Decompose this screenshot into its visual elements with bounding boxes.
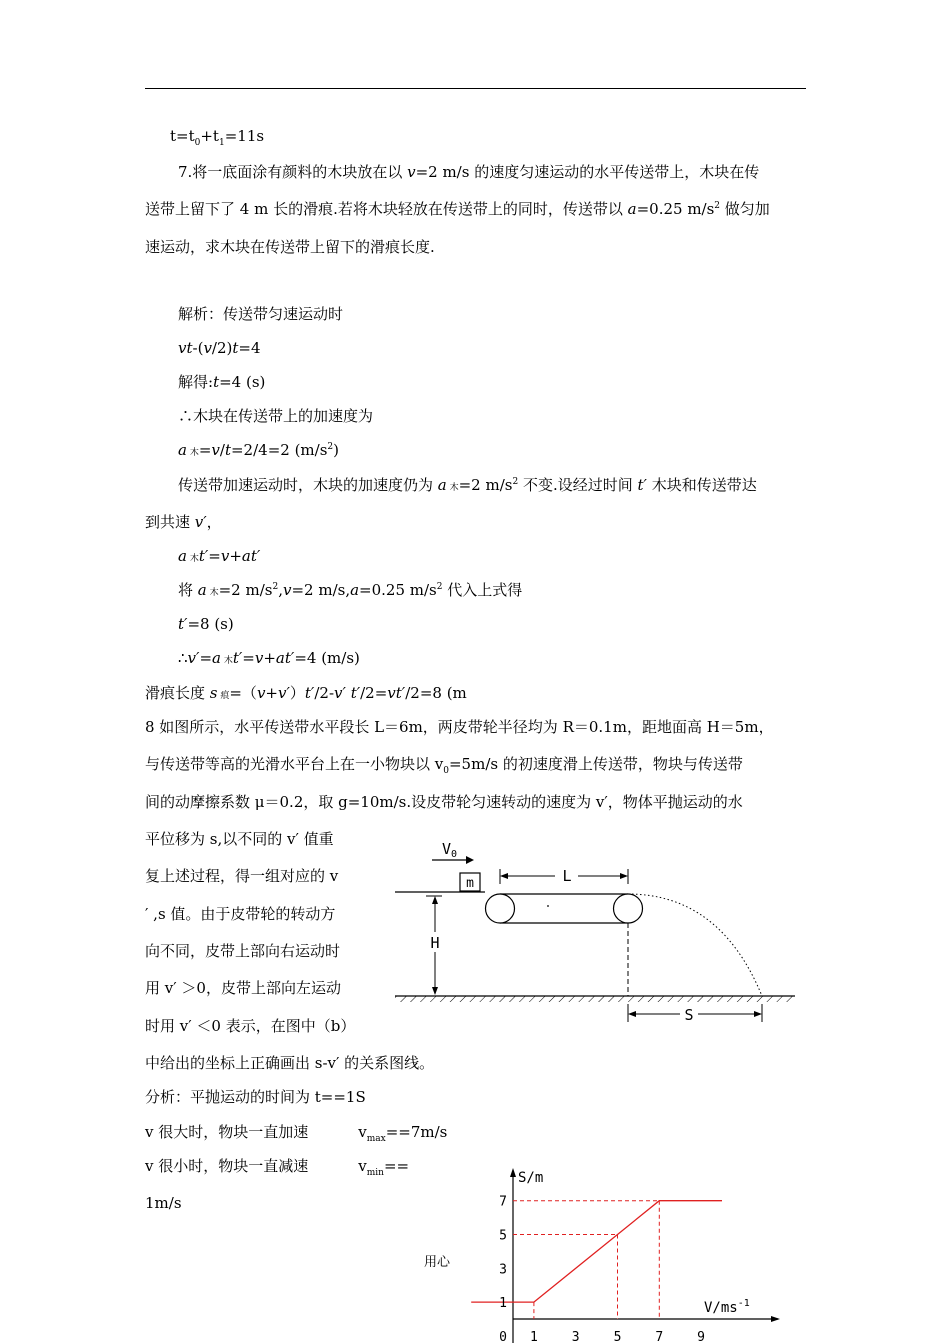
problem-7-line-2 [145,199,770,219]
text: 将 [178,581,198,599]
text: v [254,649,264,667]
text: = [242,649,255,667]
s-v-chart [440,1160,780,1344]
x-tick-label: 1 [529,1330,538,1344]
text: =4 (s) [219,373,266,391]
text: t′ [350,684,361,702]
v0-label: $V_0$ [442,840,458,860]
text: ， [206,513,222,531]
header-rule [145,88,806,89]
text: =11s [224,127,265,145]
text: v′ [194,513,207,531]
problem-8-line-1: 8 如图所示，水平传送带水平段长 L＝6m，两皮带轮半径均为 R＝0.1m，距地面高 H＝5m， [145,718,774,736]
problem-8-line-3: 间的动摩擦系数 μ＝0.2，取 g=10m/s.设皮带轮匀速转动的速度为 v′，物体平抛运动的水 [145,793,743,811]
x-tick-label: 9 [697,1330,706,1344]
text: 送带上留下了 4 m 长的滑痕.若将木块轻放在传送带上的同时，传送带以 [145,200,628,218]
text-line [170,126,264,146]
y-tick-label: 7 [499,1194,507,1210]
text: v [407,163,416,181]
text: 与传送带等高的光滑水平台上在一小物块以 v [145,755,444,773]
problem-7-line-3: 速运动，求木块在传送带上留下的滑痕长度. [145,238,435,256]
problem-8-line-5: 复上述过程，得一组对应的 v [145,867,339,885]
text: v′ [334,684,346,702]
subscript: 0 [443,766,449,776]
text: + [263,649,276,667]
text: t′ [304,684,315,702]
subscript: 痕 [217,691,230,701]
text: 木块和传送带达 [646,476,757,494]
text: 7.将一底面涂有颜料的木块放在以 [178,163,408,181]
text: 做匀加 [720,200,770,218]
analysis-line-3 [145,1156,409,1176]
text: at′ [241,547,261,565]
text: t′ [232,649,243,667]
subscript: 1 [218,138,225,148]
left-pulley [486,894,515,923]
text: v [282,581,292,599]
problem-8-line-10: 中给出的坐标上正确画出 s-v′ 的关系图线。 [145,1054,435,1072]
problem-8-line-4: 平位移为 s,以不同的 v′ 值重 [145,830,334,848]
text-line [145,512,222,532]
text: == [383,1157,410,1175]
text: a [212,649,221,667]
text: +t [200,127,219,145]
block-label: m [466,876,474,891]
text: v 很小时，物块一直减速 [145,1157,309,1175]
text: 到共速 [145,513,195,531]
superscript: 2 [512,477,519,487]
problem-8-line-6: ′ ,s 值。由于皮带轮的转动方 [145,905,336,923]
conveyor-diagram [390,834,810,1034]
y-axis-label: S/m [518,1170,544,1186]
text: =0.25 m/s [359,581,437,599]
y-tick-label: 3 [499,1262,507,1278]
belt-dot [547,905,549,907]
analysis-line-1: 分析：平抛运动的时间为 t==1S [145,1088,366,1106]
text: , [278,581,283,599]
x-tick-label: 7 [655,1330,664,1344]
subscript: 木 [186,448,199,458]
subscript: 木 [446,483,459,493]
y-axis-arrow [510,1168,516,1177]
text: t′ [198,547,209,565]
text: -( [192,339,204,357]
right-pulley [614,894,643,923]
problem-8-line-2 [145,754,743,774]
v0-arrow-head [466,856,474,864]
text: a [350,581,360,599]
L-arrow-right [620,873,628,879]
text: =8 (s) [187,615,234,633]
text: vt [178,339,193,357]
text: = [199,649,213,667]
text: 不变.设经过时间 [518,476,638,494]
x-axis-arrow [771,1316,780,1322]
text: a [197,581,207,599]
text: /2= [360,684,388,702]
text: t [224,441,231,459]
ground-hatch [395,996,795,1002]
S-label: S [684,1006,694,1024]
text-line: ∴木块在传送带上的加速度为 [178,407,374,425]
H-arrow-up [432,896,438,904]
text: t′ [178,615,188,633]
text: =2 m/s [218,581,273,599]
solution-heading: 解析：传送带匀速运动时 [178,305,344,323]
text: /2) [211,339,233,357]
text: t=t [170,127,195,145]
text: a [437,476,447,494]
problem-8-line-7: 向不同，皮带上部向右运动时 [145,942,341,960]
side-note: 用心 [424,1255,451,1270]
text: v [256,684,266,702]
subscript: 木 [206,588,219,598]
text: vt′ [387,684,406,702]
text: a [178,547,187,565]
text: ) [333,441,339,459]
subscript: 木 [220,656,233,666]
text: v′ [187,649,200,667]
text: v [358,1123,367,1141]
text: v [211,441,220,459]
y-tick-label: 1 [499,1296,507,1312]
text: /2- [314,684,335,702]
superscript: 2 [327,442,334,452]
trajectory [628,894,762,996]
text: at′ [275,649,295,667]
text: 传送带加速运动时，木块的加速度仍为 [178,476,438,494]
problem-8-line-9: 时用 v′ ＜0 表示，在图中（b） [145,1017,356,1035]
superscript: 2 [714,201,721,211]
text: a [178,441,187,459]
subscript: 木 [186,554,199,564]
text: 解得: [178,373,214,391]
equation-line [145,683,467,706]
text: =0.25 m/s [636,200,715,218]
x-axis-label: $V/ms^{-1}$ [704,1298,750,1316]
text: v′ [278,684,290,702]
equation-line [178,338,261,358]
analysis-line-2 [145,1122,447,1142]
equation-line [178,546,260,569]
text: v 很大时，物块一直加速 [145,1123,309,1141]
text: t [213,373,220,391]
text: =5m/s 的初速度滑上传送带，物块与传送带 [448,755,743,773]
text: v [203,339,212,357]
text: =4 (m/s) [294,649,360,667]
subscript: min [366,1168,384,1178]
S-arrow-left [628,1011,636,1017]
text: t [232,339,239,357]
text: 滑痕长度 [145,684,210,702]
equation-line [178,648,360,671]
text: ） [289,684,305,702]
equation-line [178,614,234,634]
problem-7-line-1 [178,162,759,182]
text: =2/4=2 (m/s [230,441,328,459]
text: = [198,441,212,459]
x-tick-label: 3 [571,1330,580,1344]
text: t′ [637,476,647,494]
text: 代入上式得 [442,581,523,599]
text: =2 m/s 的速度匀速运动的水平传送带上，木块在传 [415,163,760,181]
superscript: 2 [272,582,279,592]
x-tick-label: 5 [613,1330,622,1344]
analysis-line-4: 1m/s [145,1194,182,1212]
H-arrow-down [432,987,438,995]
text: ∴ [178,649,188,667]
text: ==7m/s [385,1123,448,1141]
series-line [471,1201,722,1302]
text-line [178,580,522,603]
subscript: 0 [194,138,201,148]
text: = [208,547,221,565]
superscript: 2 [436,582,443,592]
text: v [358,1157,367,1175]
text: s [209,684,218,702]
text: v [220,547,230,565]
text: + [265,684,278,702]
origin-label: 0 [499,1330,507,1344]
equation-line [178,440,339,463]
text-line [178,475,757,498]
text: =4 [238,339,261,357]
S-arrow-right [754,1011,762,1017]
text: /2=8 (m [405,684,467,702]
text: =2 m/s [458,476,513,494]
problem-8-line-8: 用 v′ ＞0，皮带上部向左运动 [145,979,341,997]
subscript: max [366,1134,386,1144]
text: + [229,547,242,565]
equation-line [178,372,265,392]
H-label: H [430,934,440,952]
text: =2 m/s, [291,581,351,599]
L-arrow-left [500,873,508,879]
text: =（ [229,684,257,702]
y-tick-label: 5 [499,1228,507,1244]
L-label: L [562,867,572,885]
text: / [219,441,225,459]
text: a [627,200,637,218]
